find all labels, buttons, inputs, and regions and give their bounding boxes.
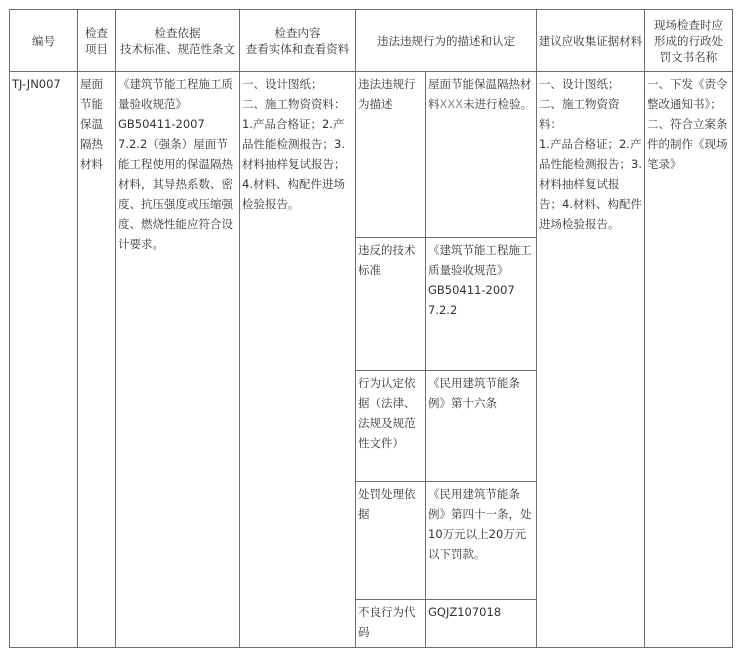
violation-label: 行为认定依据（法律、法规及规范性文件） — [356, 371, 426, 482]
header-content-line: 查看实体和查看资料 — [245, 41, 350, 56]
cell-item: 屋面节能保温隔热材料 — [78, 72, 116, 648]
violation-value-line: 7.2.2 — [428, 303, 458, 317]
cell-evidence — [537, 72, 645, 648]
violation-value-line: 《建筑节能工程施工质量验收规范》 — [428, 243, 532, 277]
evidence-line: 一、设计图纸； — [539, 77, 620, 91]
header-violation: 违法违规行为的描述和认定 — [356, 10, 537, 72]
violation-value — [426, 238, 537, 371]
header-item — [78, 10, 116, 72]
cell-document — [645, 72, 733, 648]
violation-value: 《民用建筑节能条例》第十六条 — [426, 371, 537, 482]
document-line: 二、符合立案条件的制作《现场笔录》 — [647, 117, 728, 171]
header-item-line: 项目 — [85, 41, 108, 56]
evidence-line: 1.产品合格证；2.产品性能检测报告；3.材料抽样复试报告；4.材料、构配件进场检验报告。 — [539, 137, 642, 231]
header-no: 编号 — [10, 10, 78, 72]
content-line: 一、设计图纸； — [242, 77, 323, 91]
basis-clause: 7.2.2（强条）屋面节能工程使用的保温隔热材料，其导热系数、密度、抗压强度或压缩强度、燃烧性能应符合设计要求。 — [118, 137, 233, 251]
header-basis-line: 检查依据 — [154, 25, 201, 40]
header-content — [240, 10, 356, 72]
violation-label: 不良行为代码 — [356, 600, 426, 648]
cell-basis — [116, 72, 240, 648]
header-row — [10, 10, 733, 72]
inspection-table — [9, 9, 733, 648]
header-item-line: 检查 — [85, 25, 108, 40]
header-document-line: 形成的行政处 — [654, 33, 723, 48]
violation-label: 违法违规行为描述 — [356, 72, 426, 238]
evidence-line: 二、施工物资资料： — [539, 97, 620, 131]
cell-no: TJ-JN007 — [10, 72, 78, 648]
violation-value — [426, 72, 537, 238]
violation-placeholder: XXX — [439, 97, 464, 111]
document-line: 一、下发《责令整改通知书》； — [647, 77, 728, 111]
basis-code: GB50411-2007 — [118, 117, 205, 131]
header-document — [645, 10, 733, 72]
basis-lead: 《建筑节能工程施工质量验收规范》 — [118, 77, 233, 111]
violation-value-prefix: 屋面节能保温隔热材料 — [428, 77, 532, 111]
cell-content — [240, 72, 356, 648]
content-line: 二、施工物资资料： — [242, 97, 346, 111]
header-basis — [116, 10, 240, 72]
header-content-line: 检查内容 — [274, 25, 321, 40]
table-row — [10, 72, 733, 238]
header-document-line: 现场检查时应 — [654, 17, 723, 32]
violation-value: 《民用建筑节能条例》第四十一条，处10万元以上20万元以下罚款。 — [426, 482, 537, 600]
header-evidence: 建议应收集证据材料 — [537, 10, 645, 72]
violation-label: 违反的技术标准 — [356, 238, 426, 371]
content-line: 1.产品合格证；2.产品性能检测报告；3.材料抽样复试报告；4.材料、构配件进场检验报告。 — [242, 117, 346, 211]
violation-value: GQJZ107018 — [426, 600, 537, 648]
violation-value-line: GB50411-2007 — [428, 283, 515, 297]
header-basis-line: 技术标准、规范性条文 — [120, 41, 235, 56]
violation-label: 处罚处理依据 — [356, 482, 426, 600]
violation-value-suffix: 未进行检验。 — [463, 97, 533, 111]
header-document-line: 罚文书名称 — [659, 49, 718, 64]
